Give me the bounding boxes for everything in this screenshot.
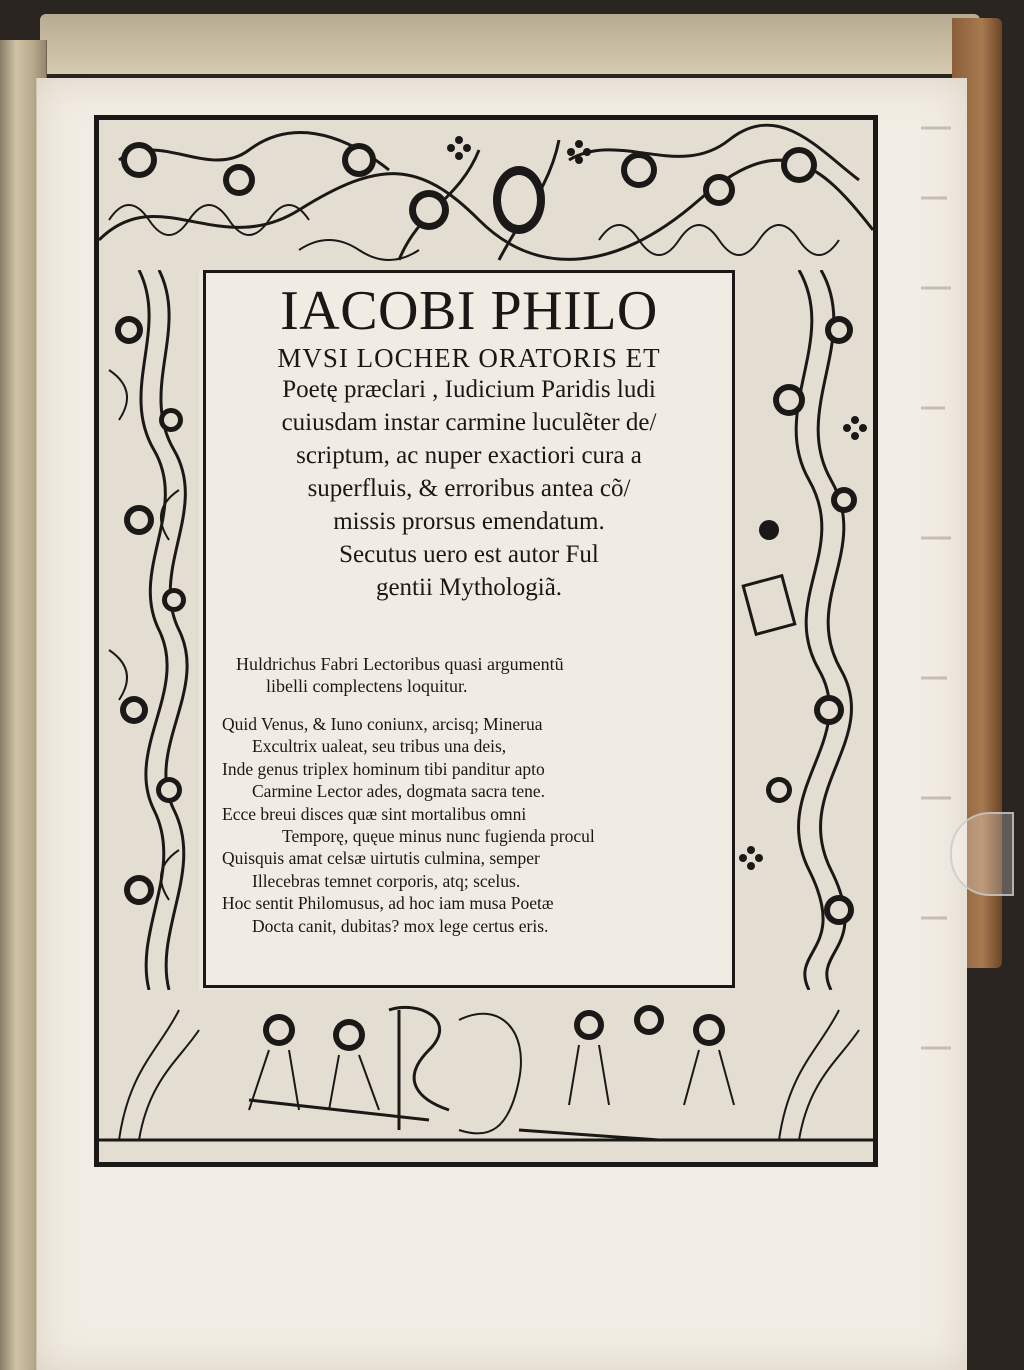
verse-line: Hoc sentit Philomusus, ad hoc iam musa Poetæ: [222, 893, 554, 914]
title-body-line: missis prorsus emendatum.: [333, 508, 605, 535]
intro-line: Huldrichus Fabri Lectoribus quasi argumentũ: [236, 654, 564, 674]
title-line: IACOBI PHILO: [280, 280, 658, 342]
show-through-marks: [917, 118, 957, 1103]
title-body: [206, 373, 732, 604]
woodcut-border: [94, 115, 878, 1167]
verse-line: Quid Venus, & Iuno coniunx, arcisq; Minerua: [222, 714, 543, 734]
verse-line: Docta canit, dubitas? mox lege certus eris.: [252, 915, 549, 936]
woodcut-left-ornament: [99, 270, 199, 990]
verse-line: Ecce breui disces quæ sint mortalibus omni: [222, 803, 527, 824]
title-body-line: gentii Mythologiã.: [375, 574, 563, 601]
book-cover-top-edge: [40, 14, 980, 74]
woodcut-right-ornament: [729, 270, 873, 990]
introduction: [236, 653, 716, 697]
verses: [222, 713, 722, 937]
title-body-line: cuiusdam instar carmine luculẽter de/: [281, 409, 657, 436]
title-body-line: Poetę præclari , Iudicium Paridis ludi: [282, 376, 656, 403]
verse-line: Carmine Lector ades, dogmata sacra tene.: [252, 781, 545, 802]
title-text-panel: [203, 270, 735, 988]
verse-line: Temporę, quęue minus nunc fugienda procul: [282, 826, 595, 847]
verse-line: Quisquis amat celsæ uirtutis culmina, semper: [222, 848, 540, 869]
verse-line: Illecebras temnet corporis, atq; scelus.: [252, 870, 521, 891]
subtitle-line: MVSI LOCHER ORATORIS ET: [277, 343, 661, 373]
woodcut-bottom-ornament: [99, 990, 873, 1162]
title-body-line: superfluis, & erroribus antea cõ/: [307, 475, 631, 502]
title-body-line: scriptum, ac nuper exactiori cura a: [296, 442, 642, 469]
intro-line: libelli complectens loquitur.: [266, 676, 468, 696]
woodcut-top-ornament: [99, 120, 873, 270]
verse-line: Excultrix ualeat, seu tribus una deis,: [252, 736, 507, 757]
title-body-line: Secutus uero est autor Ful: [339, 541, 599, 568]
verse-line: Inde genus triplex hominum tibi panditur apto: [222, 758, 545, 779]
